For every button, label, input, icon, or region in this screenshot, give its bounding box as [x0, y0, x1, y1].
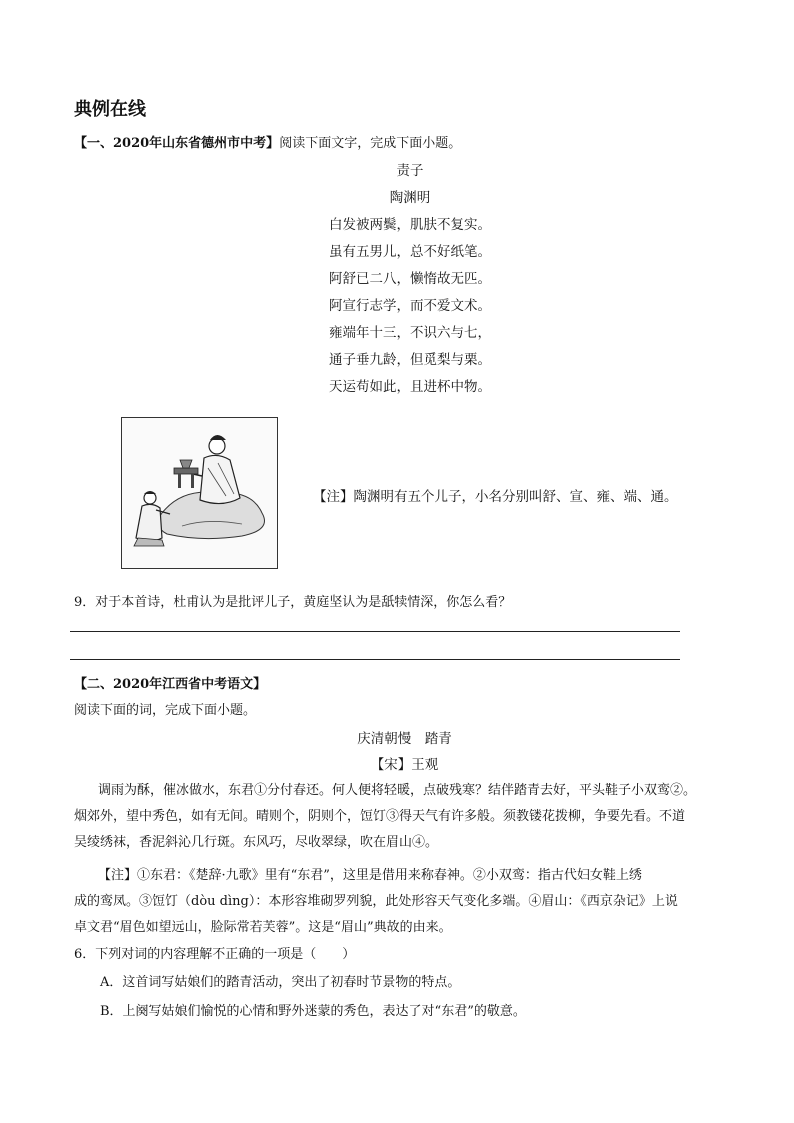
poem-line: 阿宣行志学，而不爱文术。	[329, 298, 491, 314]
page-heading: 典例在线	[74, 99, 146, 120]
q1-note: 【注】陶渊明有五个儿子，小名分别叫舒、宣、雍、端、通。	[313, 489, 678, 505]
ci-body-line: 烟郊外，望中秀色，如有无间。晴则个，阴则个，饾饤③得天气有许多般。须教镂花拨柳，争要先看。不道	[74, 809, 686, 824]
poem-line: 天运苟如此，且进杯中物。	[329, 379, 491, 395]
q2-instruction: 阅读下面的词，完成下面小题。	[74, 703, 257, 718]
tao-yuanming-illustration	[122, 418, 277, 568]
poem-line: 雍端年十三，不识六与七，	[329, 325, 491, 341]
illustration-image	[121, 417, 278, 569]
q1-source: 【一、2020年山东省德州市中考】	[74, 136, 280, 151]
ci-note-line: 【注】①东君：《楚辞·九歌》里有“东君”，这里是借用来称春神。②小双鸾：指古代妇女鞋上绣	[98, 868, 642, 883]
poem-line: 虽有五男儿，总不好纸笔。	[329, 244, 491, 260]
ci-note-line: 卓文君“眉色如望远山，脸际常若芙蓉”。这是“眉山”典故的由来。	[74, 920, 452, 935]
ci-title: 庆清朝慢 踏青	[357, 731, 452, 747]
poem-line: 通子垂九龄，但觅梨与栗。	[329, 352, 491, 368]
q1-question: 9．对于本首诗，杜甫认为是批评儿子，黄庭坚认为是舐犊情深，你怎么看？	[74, 595, 512, 610]
poem-title: 责子	[396, 163, 424, 179]
answer-line[interactable]	[70, 631, 680, 632]
ci-body-line: 吴绫绣袜，香泥斜沁几行斑。东风巧，尽收翠绿，吹在眉山④。	[74, 835, 439, 850]
option-b[interactable]: B．上阕写姑娘们愉悦的心情和野外迷蒙的秀色，表达了对“东君”的敬意。	[100, 1004, 526, 1019]
ci-note-line: 成的鸾凤。③饾饤（dòu dìng）：本形容堆砌罗列貌，此处形容天气变化多端。④眉山：《西京杂记》上说	[74, 894, 678, 909]
ci-author: 【宋】王观	[370, 757, 439, 773]
q1-instruction: 阅读下面文字，完成下面小题。	[279, 136, 462, 151]
poem-author: 陶渊明	[389, 190, 431, 206]
q1-header	[74, 132, 461, 151]
poem-line: 阿舒已二八，懒惰故无匹。	[329, 271, 491, 287]
ci-body-line: 调雨为酥，催冰做水，东君①分付春还。何人便将轻暖，点破残寒？结伴踏青去好，平头鞋子小双鸾②。	[98, 783, 697, 798]
q2-source: 【二、2020年江西省中考语文】	[74, 677, 267, 692]
q2-question: 6．下列对词的内容理解不正确的一项是（ ）	[74, 947, 356, 962]
answer-line[interactable]	[70, 659, 680, 660]
option-a[interactable]: A．这首词写姑娘们的踏青活动，突出了初春时节景物的特点。	[100, 975, 461, 990]
poem-line: 白发被两鬓，肌肤不复实。	[329, 217, 491, 233]
